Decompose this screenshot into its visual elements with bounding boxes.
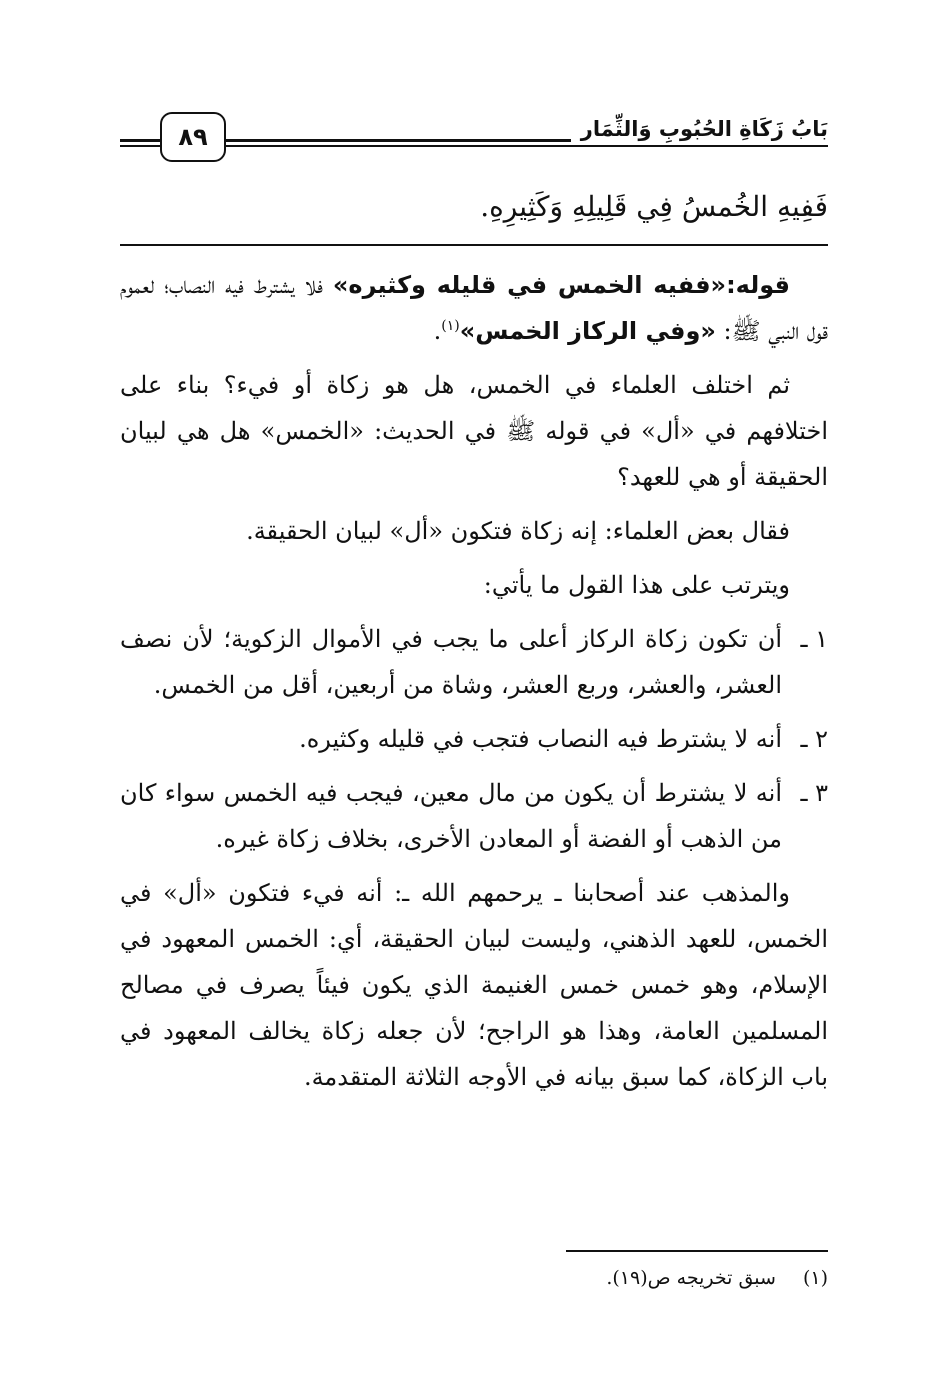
excerpt-divider <box>120 244 828 246</box>
page-number: ٨٩ <box>160 112 226 162</box>
list-number: ١ ـ <box>800 625 828 653</box>
footnote-divider <box>566 1250 828 1252</box>
paragraph-2: ثم اختلف العلماء في الخمس، هل هو زكاة أو فيء؟ بناء على اختلافهم في «أل» في قوله ﷺ في الحديث: «الخمس» هل هي لبيان الحقيقة أو هي للعهد؟ <box>120 371 828 491</box>
list-number: ٣ ـ <box>800 779 828 807</box>
paragraph-1-end: . <box>433 317 442 345</box>
paragraph-4: ويترتب على هذا القول ما يأتي: <box>483 571 790 599</box>
paragraph-3: فقال بعض العلماء: إنه زكاة فتكون «أل» لبيان الحقيقة. <box>246 517 790 545</box>
chapter-title: بَابُ زَكَاةِ الحُبُوبِ وَالثِّمَار <box>571 114 828 144</box>
quoted-matn: «ففيه الخمس في قليله وكثيره» <box>332 271 727 299</box>
matn-excerpt: فَفِيهِ الخُمسُ فِي قَلِيلِهِ وَكَثِيرِهِ. <box>480 190 828 223</box>
header-rule-thin <box>120 145 828 147</box>
commentary-body <box>120 262 828 1108</box>
paragraph-1-text: فلا يشترط فيه النصاب؛ لعموم قول النبي ﷺ: <box>120 271 828 345</box>
list-item <box>120 616 828 708</box>
list-text: أن تكون زكاة الركاز أعلى ما يجب في الأموال الزكوية؛ لأن نصف العشر، والعشر، وربع العشر، وشاة من أربعين، أقل من الخمس. <box>120 625 782 699</box>
lead-label: قوله: <box>726 271 790 299</box>
list-number: ٢ ـ <box>800 725 828 753</box>
footnote <box>120 1262 828 1294</box>
paragraph-1 <box>120 262 828 354</box>
list-item <box>120 716 828 762</box>
footnote-marker: (١) <box>802 1267 828 1289</box>
footnote-reference: (١) <box>441 318 460 334</box>
hadith-quote: «وفي الركاز الخمس» <box>459 317 716 345</box>
list-item <box>120 770 828 862</box>
list-text: أنه لا يشترط أن يكون من مال معين، فيجب فيه الخمس سواء كان من الذهب أو الفضة أو المعادن الأخرى، بخلاف زكاة غيره. <box>120 779 782 853</box>
page-header <box>120 112 828 164</box>
list-text: أنه لا يشترط فيه النصاب فتجب في قليله وكثيره. <box>299 725 782 753</box>
footnote-text: سبق تخريجه ص(١٩). <box>606 1267 776 1289</box>
paragraph-5: والمذهب عند أصحابنا ـ يرحمهم الله ـ: أنه فيء فتكون «أل» في الخمس، للعهد الذهني، وليست لبيان الحقيقة، أي: الخمس المعهود في الإسلام، وهو خمس خمس الغنيمة الذي يكون فيئاً يصرف في مصالح المسلمين العامة، وهذا هو الراجح؛ لأن جعله زكاة يخالف المعهود في باب الزكاة، كما سبق بيانه في الأوجه الثلاثة المتقدمة. <box>120 879 828 1091</box>
